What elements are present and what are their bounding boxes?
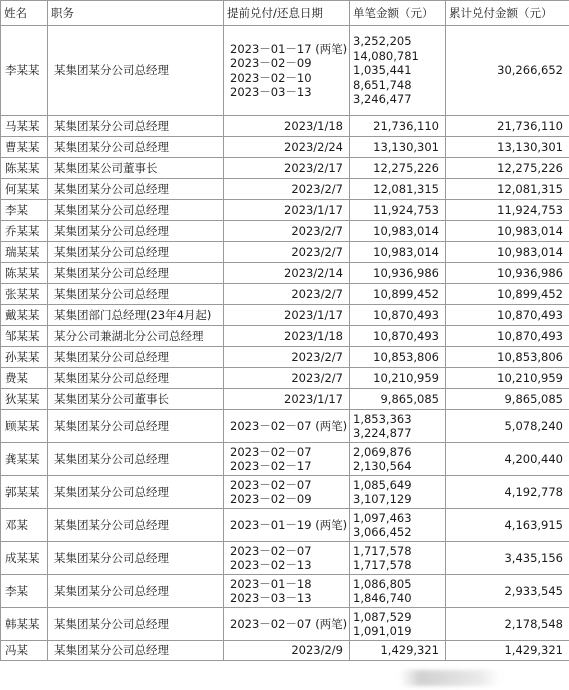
- cell-single-amount: [350, 263, 446, 284]
- cell-single-amount-line: 2,130,564: [353, 459, 412, 473]
- cell-single-amount-line: 3,224,877: [353, 426, 412, 440]
- table-row: [1, 326, 569, 347]
- cell-dates-line: 2023/2/7: [291, 181, 343, 196]
- cell-position: 某集团某分公司总经理: [48, 443, 224, 476]
- cell-name: 张某某: [1, 284, 48, 305]
- cell-position: 某集团某分公司总经理: [48, 641, 224, 661]
- cell-single-amount-line: 10,983,014: [373, 223, 439, 238]
- cell-single-amount: [350, 608, 446, 641]
- cell-name: 马某某: [1, 116, 48, 137]
- table-row: [1, 137, 569, 158]
- cell-position: 某集团某分公司总经理: [48, 200, 224, 221]
- table-row: [1, 200, 569, 221]
- cell-dates: [224, 158, 350, 179]
- cell-single-amount: [350, 509, 446, 542]
- cell-dates: [224, 542, 350, 575]
- cell-single-amount-line: 3,066,452: [353, 525, 412, 539]
- cell-dates-line: 2023/1/17: [284, 202, 343, 217]
- cell-position: 某集团部门总经理(23年4月起): [48, 305, 224, 326]
- cell-single-amount: [350, 200, 446, 221]
- cell-total-amount: 10,853,806: [446, 347, 569, 368]
- cell-dates: [224, 326, 350, 347]
- cell-single-amount-line: 10,210,959: [373, 370, 439, 385]
- cell-single-amount-line: 10,899,452: [373, 286, 439, 301]
- cell-single-amount: [350, 368, 446, 389]
- cell-dates: [224, 347, 350, 368]
- cell-dates-line: 2023－02－10: [230, 70, 312, 85]
- cell-dates: [224, 368, 350, 389]
- cell-position: 某集团某公司董事长: [48, 158, 224, 179]
- cell-total-amount: 10,210,959: [446, 368, 569, 389]
- cell-single-amount-line: 1,087,529: [353, 609, 412, 624]
- cell-dates-line: 2023/2/7: [291, 286, 343, 301]
- table-row: [1, 284, 569, 305]
- cell-single-amount-line: 12,275,226: [373, 160, 439, 175]
- cell-single-amount-line: 3,246,477: [353, 92, 412, 107]
- cell-total-amount: 10,899,452: [446, 284, 569, 305]
- cell-name: 龚某某: [1, 443, 48, 476]
- cell-dates-line: 2023/1/18: [284, 118, 343, 133]
- cell-dates-line: 2023/2/7: [291, 370, 343, 385]
- cell-dates-line: 2023/2/24: [284, 139, 343, 154]
- cell-single-amount: [350, 137, 446, 158]
- cell-name: 陈某某: [1, 263, 48, 284]
- table-body: [1, 26, 569, 661]
- cell-dates: [224, 221, 350, 242]
- cell-dates-line: 2023/2/7: [291, 349, 343, 364]
- table-row: [1, 410, 569, 443]
- cell-dates-line: 2023/1/17: [284, 391, 343, 406]
- cell-name: 瑞某某: [1, 242, 48, 263]
- cell-total-amount: 1,429,321: [446, 641, 569, 661]
- cell-name: 费某: [1, 368, 48, 389]
- cell-single-amount-line: 14,080,781: [353, 48, 419, 63]
- cell-position: 某集团某分公司总经理: [48, 542, 224, 575]
- cell-dates-line: 2023－03－13: [230, 591, 312, 605]
- cell-total-amount: 10,983,014: [446, 242, 569, 263]
- header-position: 职务: [48, 1, 224, 26]
- table-row: [1, 476, 569, 509]
- cell-dates-line: 2023－02－09: [230, 56, 312, 70]
- cell-position: 某集团某分公司总经理: [48, 116, 224, 137]
- cell-single-amount-line: 11,924,753: [373, 202, 439, 217]
- table-row: [1, 221, 569, 242]
- cell-single-amount: [350, 476, 446, 509]
- cell-dates: [224, 26, 350, 116]
- cell-dates-line: 2023/2/7: [291, 244, 343, 259]
- cell-single-amount: [350, 347, 446, 368]
- cell-name: 成某某: [1, 542, 48, 575]
- cell-position: 某集团某分公司总经理: [48, 476, 224, 509]
- cell-total-amount: 2,178,548: [446, 608, 569, 641]
- cell-single-amount: [350, 542, 446, 575]
- cell-single-amount-line: 10,936,986: [373, 265, 439, 280]
- cell-position: 某集团某分公司总经理: [48, 509, 224, 542]
- cell-dates-line: 2023－02－07: [230, 477, 312, 492]
- cell-name: 韩某某: [1, 608, 48, 641]
- cell-dates-line: 2023/2/7: [291, 223, 343, 238]
- cell-dates-line: 2023－02－07: [230, 543, 312, 558]
- cell-total-amount: 12,275,226: [446, 158, 569, 179]
- cell-single-amount-line: 1,097,463: [353, 510, 412, 525]
- cell-single-amount-line: 13,130,301: [373, 139, 439, 154]
- cell-dates-line: 2023－02－09: [230, 492, 312, 506]
- table-row: [1, 575, 569, 608]
- cell-single-amount: [350, 641, 446, 661]
- table-row: [1, 242, 569, 263]
- cell-total-amount: 10,983,014: [446, 221, 569, 242]
- table-row: [1, 542, 569, 575]
- cell-single-amount-line: 1,091,019: [353, 624, 412, 638]
- cell-dates: [224, 389, 350, 410]
- cell-position: 某分公司兼湖北分公司总经理: [48, 326, 224, 347]
- cell-total-amount: 3,435,156: [446, 542, 569, 575]
- cell-single-amount: [350, 26, 446, 116]
- cell-total-amount: 4,163,915: [446, 509, 569, 542]
- cell-dates-line: 2023/2/17: [284, 160, 343, 175]
- cell-single-amount-line: 21,736,110: [373, 118, 439, 133]
- cell-total-amount: 2,933,545: [446, 575, 569, 608]
- cell-single-amount-line: 12,081,315: [373, 181, 439, 196]
- cell-position: 某集团某分公司总经理: [48, 137, 224, 158]
- cell-position: 某集团某分公司总经理: [48, 368, 224, 389]
- table-row: [1, 263, 569, 284]
- cell-total-amount: 5,078,240: [446, 410, 569, 443]
- cell-position: 某集团某分公司总经理: [48, 242, 224, 263]
- header-dates: 提前兑付/还息日期: [224, 1, 350, 26]
- table-row: [1, 116, 569, 137]
- cell-name: 李某: [1, 575, 48, 608]
- cell-dates: [224, 263, 350, 284]
- cell-dates: [224, 242, 350, 263]
- cell-dates: [224, 476, 350, 509]
- cell-dates: [224, 200, 350, 221]
- table-row: [1, 158, 569, 179]
- cell-single-amount: [350, 221, 446, 242]
- cell-dates-line: 2023/2/9: [291, 643, 343, 658]
- cell-name: 陈某某: [1, 158, 48, 179]
- cell-dates: [224, 305, 350, 326]
- cell-total-amount: 4,192,778: [446, 476, 569, 509]
- cell-single-amount-line: 1,085,649: [353, 477, 412, 492]
- cell-dates-line: 2023－01－18: [230, 576, 312, 591]
- cell-position: 某集团某分公司董事长: [48, 389, 224, 410]
- cell-single-amount-line: 10,870,493: [373, 307, 439, 322]
- cell-single-amount: [350, 389, 446, 410]
- cell-dates: [224, 575, 350, 608]
- cell-single-amount-line: 3,107,129: [353, 492, 412, 506]
- cell-total-amount: 9,865,085: [446, 389, 569, 410]
- cell-single-amount-line: 1,846,740: [353, 591, 412, 605]
- cell-name: 何某某: [1, 179, 48, 200]
- cell-dates: [224, 179, 350, 200]
- cell-single-amount-line: 9,865,085: [380, 391, 439, 406]
- cell-position: 某集团某分公司总经理: [48, 221, 224, 242]
- cell-total-amount: 30,266,652: [446, 26, 569, 116]
- table-row: [1, 443, 569, 476]
- table-row: [1, 179, 569, 200]
- table-row: [1, 368, 569, 389]
- cell-single-amount-line: 1,035,441: [353, 63, 412, 78]
- cell-position: 某集团某分公司总经理: [48, 179, 224, 200]
- cell-name: 李某某: [1, 26, 48, 116]
- header-row: [1, 1, 569, 26]
- cell-single-amount-line: 8,651,748: [353, 77, 412, 92]
- table-row: [1, 389, 569, 410]
- cell-dates-line: 2023/2/14: [284, 265, 343, 280]
- cell-dates: [224, 284, 350, 305]
- cell-position: 某集团某分公司总经理: [48, 410, 224, 443]
- cell-position: 某集团某分公司总经理: [48, 26, 224, 116]
- cell-dates: [224, 137, 350, 158]
- table-row: [1, 641, 569, 661]
- cell-name: 李某: [1, 200, 48, 221]
- cell-position: 某集团某分公司总经理: [48, 284, 224, 305]
- cell-single-amount: [350, 284, 446, 305]
- header-total-amount: 累计兑付金额（元）: [446, 1, 569, 26]
- cell-dates: [224, 509, 350, 542]
- cell-name: 顾某某: [1, 410, 48, 443]
- cell-total-amount: 10,870,493: [446, 326, 569, 347]
- cell-name: 戴某某: [1, 305, 48, 326]
- header-single-amount: 单笔金额（元）: [350, 1, 446, 26]
- cell-name: 郭某某: [1, 476, 48, 509]
- cell-total-amount: 4,200,440: [446, 443, 569, 476]
- cell-single-amount-line: 3,252,205: [353, 34, 412, 49]
- cell-total-amount: 21,736,110: [446, 116, 569, 137]
- cell-total-amount: 10,936,986: [446, 263, 569, 284]
- cell-single-amount: [350, 326, 446, 347]
- cell-single-amount: [350, 158, 446, 179]
- cell-single-amount-line: 2,069,876: [353, 444, 412, 459]
- cell-single-amount: [350, 242, 446, 263]
- table-row: [1, 347, 569, 368]
- cell-position: 某集团某分公司总经理: [48, 347, 224, 368]
- table-row: [1, 608, 569, 641]
- cell-name: 邓某: [1, 509, 48, 542]
- cell-single-amount-line: 1,717,578: [353, 558, 412, 572]
- cell-single-amount: [350, 443, 446, 476]
- cell-single-amount: [350, 179, 446, 200]
- cell-single-amount: [350, 575, 446, 608]
- table-row: [1, 26, 569, 116]
- cell-name: 曹某某: [1, 137, 48, 158]
- cell-single-amount-line: 1,853,363: [353, 411, 412, 426]
- cell-dates-line: 2023－02－13: [230, 558, 312, 572]
- cell-dates-line: 2023/1/18: [284, 328, 343, 343]
- cell-dates-line: 2023－03－13: [230, 85, 312, 99]
- cell-dates-line: 2023/1/17: [284, 307, 343, 322]
- cell-total-amount: 11,924,753: [446, 200, 569, 221]
- cell-position: 某集团某分公司总经理: [48, 608, 224, 641]
- table-row: [1, 305, 569, 326]
- cell-total-amount: 10,870,493: [446, 305, 569, 326]
- cell-single-amount: [350, 305, 446, 326]
- cell-total-amount: 13,130,301: [446, 137, 569, 158]
- blurred-watermark: [400, 670, 500, 686]
- cell-dates: [224, 641, 350, 661]
- cell-single-amount-line: 10,870,493: [373, 328, 439, 343]
- cell-dates: [224, 116, 350, 137]
- cell-name: 孙某某: [1, 347, 48, 368]
- cell-dates-line: 2023－01－19 (两笔): [230, 517, 348, 532]
- table-row: [1, 509, 569, 542]
- cell-single-amount-line: 1,086,805: [353, 576, 412, 591]
- cell-total-amount: 12,081,315: [446, 179, 569, 200]
- cell-dates: [224, 608, 350, 641]
- cell-name: 狄某某: [1, 389, 48, 410]
- cell-dates-line: 2023－02－07 (两笔): [230, 616, 348, 631]
- cell-position: 某集团某分公司总经理: [48, 263, 224, 284]
- cell-dates-line: 2023－02－17: [230, 459, 312, 473]
- cell-dates-line: 2023－02－07 (两笔): [230, 418, 348, 433]
- cell-single-amount-line: 10,983,014: [373, 244, 439, 259]
- cell-dates-line: 2023－02－07: [230, 444, 312, 459]
- cell-dates: [224, 443, 350, 476]
- cell-single-amount-line: 1,717,578: [353, 543, 412, 558]
- cell-position: 某集团某分公司总经理: [48, 575, 224, 608]
- cell-single-amount-line: 1,429,321: [380, 643, 439, 658]
- cell-name: 邹某某: [1, 326, 48, 347]
- cell-single-amount: [350, 410, 446, 443]
- cell-name: 乔某某: [1, 221, 48, 242]
- cell-dates: [224, 410, 350, 443]
- cell-name: 冯某: [1, 641, 48, 661]
- header-name: 姓名: [1, 1, 48, 26]
- cell-single-amount-line: 10,853,806: [373, 349, 439, 364]
- cell-single-amount: [350, 116, 446, 137]
- cell-dates-line: 2023－01－17 (两笔): [230, 41, 348, 56]
